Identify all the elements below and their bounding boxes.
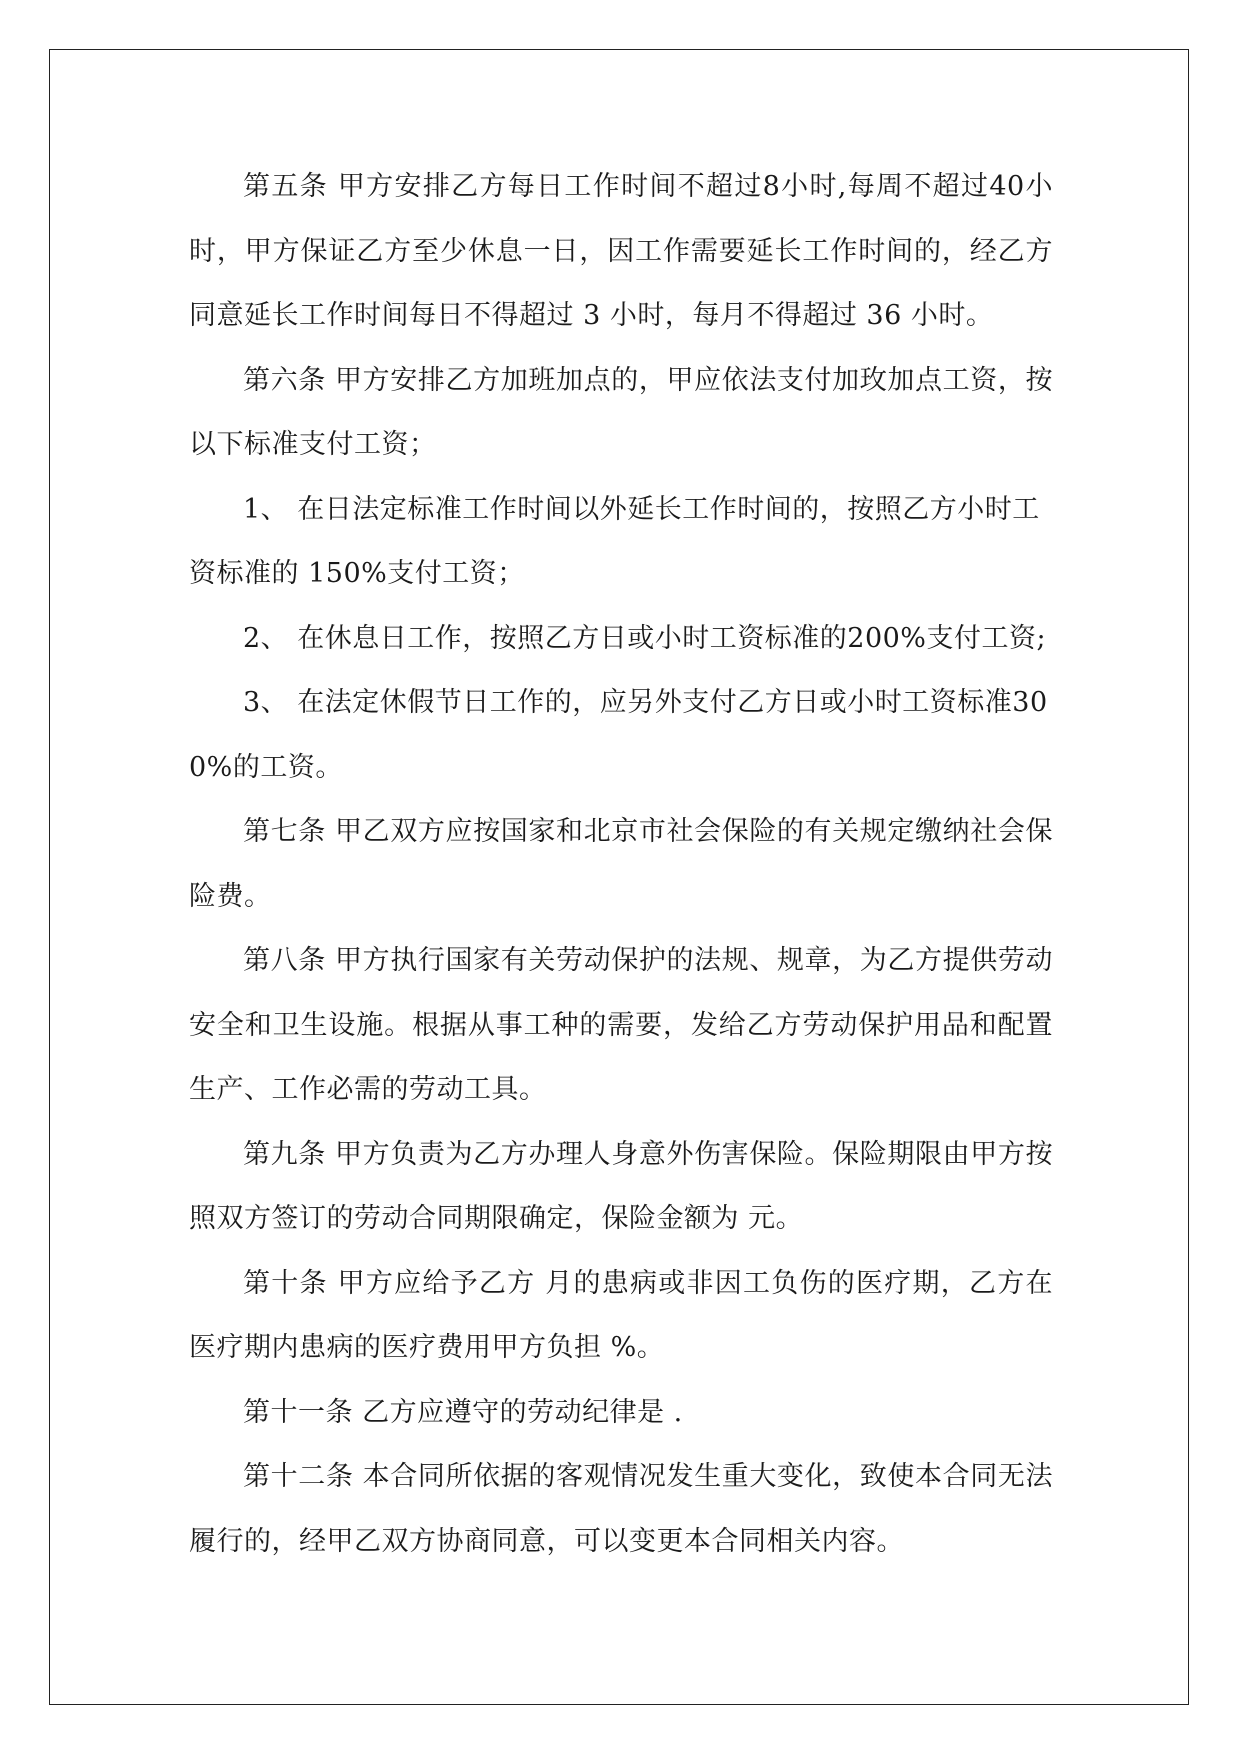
overtime-item-3: 3、 在法定休假节日工作的，应另外支付乙方日或小时工资标准300%的工资。 bbox=[189, 687, 1048, 783]
article-5-paragraph: 第五条 甲方安排乙方每日工作时间不超过8小时,每周不超过40小时，甲方保证乙方至少休息一日，因工作需要延长工作时间的，经乙方同意延长工作时间每日不得超过 3 小时，每月不得超过 36 小时。 bbox=[189, 171, 1053, 331]
document-body bbox=[189, 155, 1053, 1574]
article-7-paragraph: 第七条 甲乙双方应按国家和北京市社会保险的有关规定缴纳社会保险费。 bbox=[189, 816, 1053, 912]
article-9-paragraph: 第九条 甲方负责为乙方办理人身意外伤害保险。保险期限由甲方按照双方签订的劳动合同期限确定，保险金额为 元。 bbox=[189, 1138, 1053, 1234]
article-12-paragraph: 第十二条 本合同所依据的客观情况发生重大变化，致使本合同无法履行的，经甲乙双方协商同意，可以变更本合同相关内容。 bbox=[189, 1461, 1053, 1557]
article-6-paragraph: 第六条 甲方安排乙方加班加点的，甲应依法支付加玫加点工资，按以下标准支付工资； bbox=[189, 364, 1053, 460]
article-10-paragraph: 第十条 甲方应给予乙方 月的患病或非因工负伤的医疗期，乙方在医疗期内患病的医疗费用甲方负担 %。 bbox=[189, 1267, 1053, 1363]
overtime-item-1: 1、 在日法定标准工作时间以外延长工作时间的，按照乙方小时工资标准的 150%支付工资； bbox=[189, 493, 1040, 589]
article-8-paragraph: 第八条 甲方执行国家有关劳动保护的法规、规章，为乙方提供劳动安全和卫生设施。根据从事工种的需要，发给乙方劳动保护用品和配置生产、工作必需的劳动工具。 bbox=[189, 945, 1053, 1105]
article-11-paragraph: 第十一条 乙方应遵守的劳动纪律是 . bbox=[243, 1396, 683, 1428]
overtime-item-2: 2、 在休息日工作，按照乙方日或小时工资标准的200%支付工资; bbox=[243, 622, 1047, 654]
